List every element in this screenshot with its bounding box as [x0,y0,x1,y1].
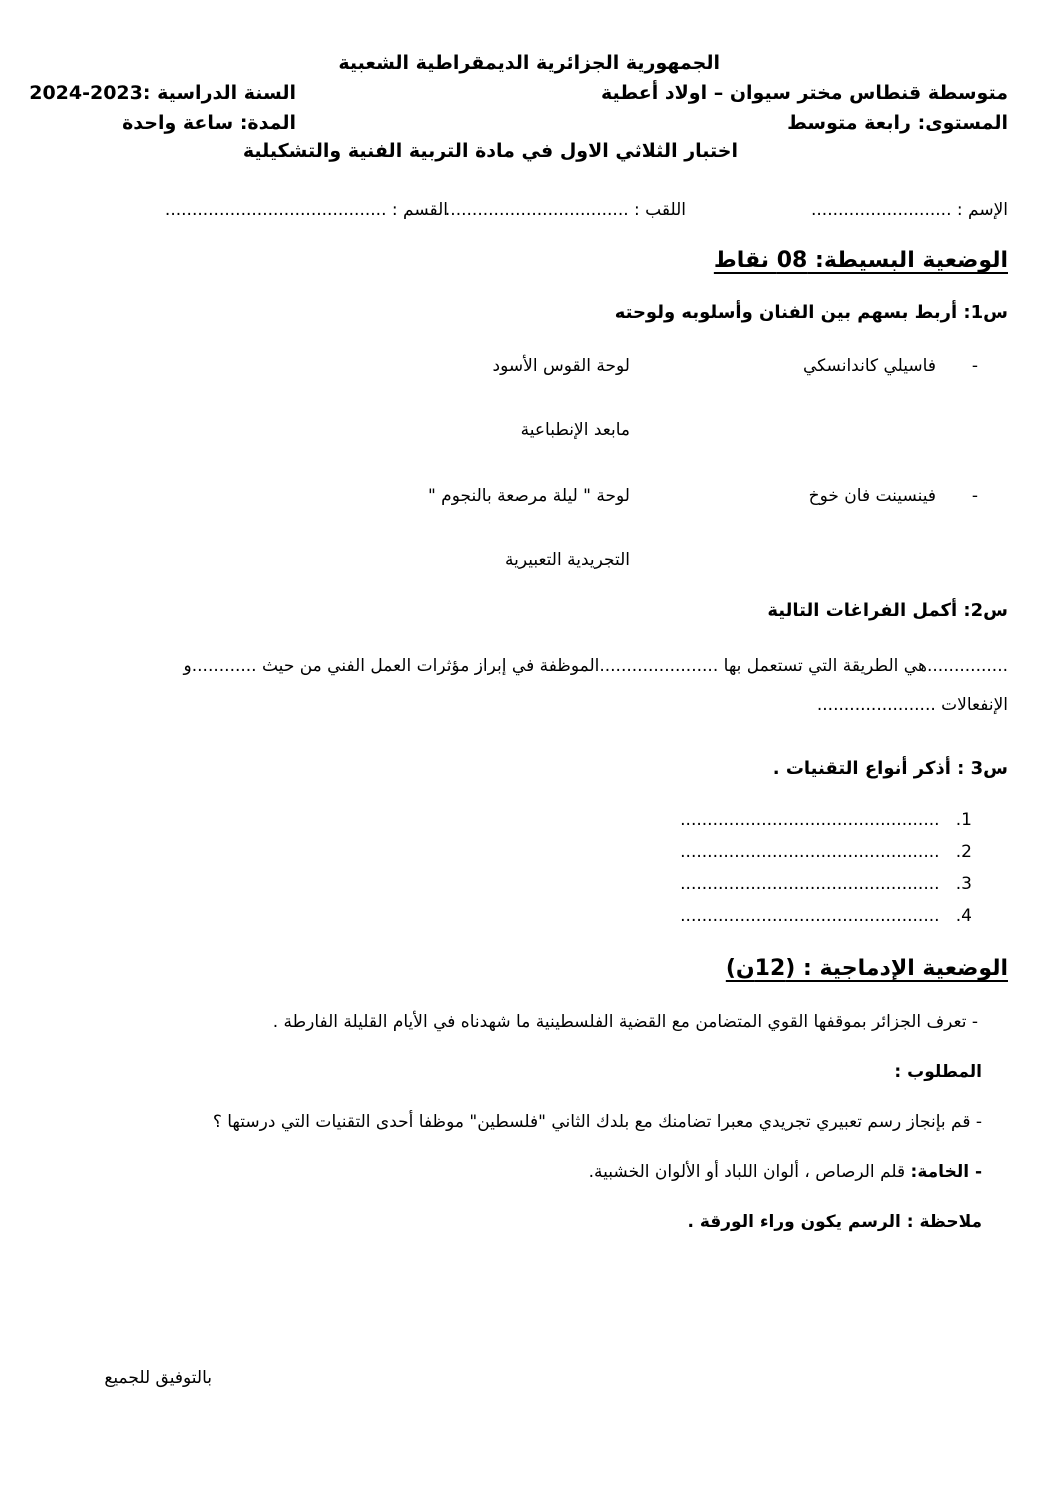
q3-answer-number: 2. [955,842,972,862]
material-line [589,1162,982,1182]
part2-context: - تعرف الجزائر بموقفها القوي المتضامن مع القضية الفلسطينية ما شهدناه في الأيام القليلة الفارطة . [272,1012,978,1032]
q3-answer-4 [680,906,972,926]
q3-answer-dots: ................................................ [680,874,940,894]
q3-answer-dots: ................................................ [680,842,940,862]
task-text: - قم بإنجاز رسم تعبيري تجريدي معبرا تضامنك مع بلدك الثاني "فلسطين" موظفا أحدى التقنيات التي درستها ؟ [212,1112,982,1132]
material-label: - الخامة: [910,1162,982,1182]
q1-artist-2: فينسينت فان خوخ [808,486,936,506]
school-year [29,82,296,104]
q3-answer-dots: ................................................ [680,906,940,926]
name-field: الإسم : .......................... [810,200,1008,220]
q1-item-3: لوحة " ليلة مرصعة بالنجوم " [427,486,630,506]
republic-title: الجمهورية الجزائرية الديمقراطية الشعبية [338,52,720,74]
q3-answer-3 [680,874,972,894]
q3-title: س3 : أذكر أنواع التقنيات . [772,758,1008,779]
q3-answer-dots: ................................................ [680,810,940,830]
q3-answer-number: 4. [955,906,972,926]
q2-line-1: ...............هي الطريقة التي تستعمل بها ......................الموظفة في إبراز مؤثرات العمل الفني من حيث ............و [183,656,1008,676]
q3-answer-2 [680,842,972,862]
level: المستوى: رابعة متوسط [787,112,1008,134]
q1-item-4: التجريدية التعبيرية [504,550,630,570]
part1-title: الوضعية البسيطة: 08 نقاط [713,248,1008,273]
school-year-value: 2024-2023 [29,82,143,104]
surname-field: اللقب : .................................. [444,200,686,220]
q1-bullet-2: - [971,486,978,506]
q1-artist-1: فاسيلي كاندانسكي [803,356,936,376]
q2-title: س2: أكمل الفراغات التالية [767,600,1008,621]
q3-answer-number: 3. [955,874,972,894]
school-name: متوسطة قنطاس مختر سيوان – اولاد أعطية [600,82,1008,104]
q3-answer-1 [680,810,972,830]
required-label: المطلوب : [894,1062,982,1082]
q2-line-2: الإنفعالات ...................... [816,695,1008,715]
exam-title: اختبار الثلاثي الاول في مادة التربية الفنية والتشكيلية [242,140,738,162]
part2-title: الوضعية الإدماجية : (12ن) [725,956,1008,981]
q3-answer-number: 1. [955,810,972,830]
footer-wish: بالتوفيق للجميع [104,1368,212,1388]
school-year-label: السنة الدراسية : [142,82,296,104]
q1-bullet-1: - [971,356,978,376]
q1-title: س1: أربط بسهم بين الفنان وأسلوبه ولوحته [614,302,1008,323]
duration: المدة: ساعة واحدة [122,112,296,134]
note: ملاحظة : الرسم يكون وراء الورقة . [687,1212,982,1232]
q1-item-2: مابعد الإنطباعية [520,420,630,440]
material-text: قلم الرصاص ، ألوان اللباد أو الألوان الخشبية. [588,1162,911,1182]
q1-item-1: لوحة القوس الأسود [492,356,630,376]
section-field: القسم : ......................................... [164,200,448,220]
